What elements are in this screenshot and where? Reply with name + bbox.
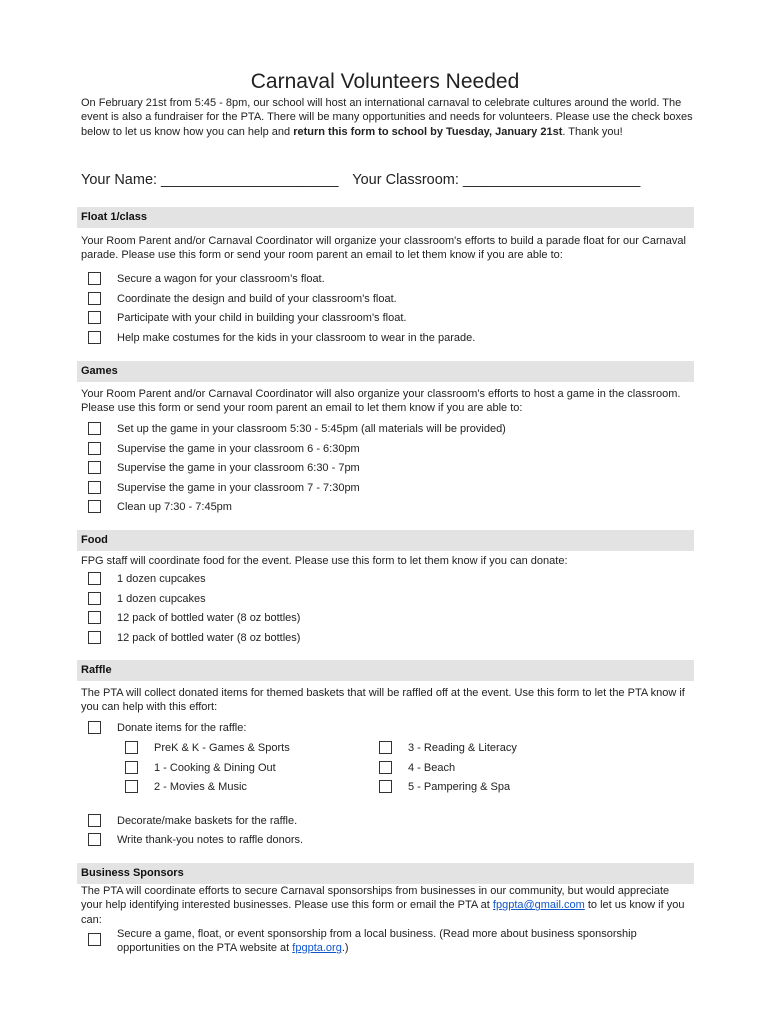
food-item-2-checkbox[interactable]: [88, 592, 101, 605]
raffle-theme-left-2-checkbox[interactable]: [125, 761, 138, 774]
float-description: Your Room Parent and/or Carnaval Coordinator will organize your classroom's efforts to build a parade float for our Carnaval parade. Please use this form or send your room parent an email to let them know if you are able to:: [81, 235, 686, 262]
float-section-header: [77, 207, 694, 228]
float-header-label: Float 1/class: [81, 211, 148, 223]
food-description: FPG staff will coordinate food for the event. Please use this form to let them know if you can donate:: [81, 555, 568, 567]
games-item-1-label: Set up the game in your classroom 5:30 - 5:45pm (all materials will be provided): [117, 423, 506, 435]
float-item-4-label: Help make costumes for the kids in your classroom to wear in the parade.: [117, 332, 476, 344]
games-item-3-label: Supervise the game in your classroom 6:30 - 7pm: [117, 462, 360, 474]
food-item-3-label: 12 pack of bottled water (8 oz bottles): [117, 612, 301, 624]
games-item-2-checkbox[interactable]: [88, 442, 101, 455]
food-item-3-checkbox[interactable]: [88, 611, 101, 624]
games-item-1-checkbox[interactable]: [88, 422, 101, 435]
food-item-4-label: 12 pack of bottled water (8 oz bottles): [117, 632, 301, 644]
raffle-section-header: [77, 660, 694, 681]
intro-text-1: On February 21st from 5:45 - 8pm, our school will host an international carnaval to celebrate cultures around the world. The event is also a fundraiser for the PTA. There will be many opportunities and needs for volunteers. Please use the check boxes below to let us know how you can help and: [81, 97, 693, 138]
raffle-theme-left-2-label: 1 - Cooking & Dining Out: [154, 762, 276, 774]
food-item-1-checkbox[interactable]: [88, 572, 101, 585]
sponsorship-label-end: .): [341, 942, 349, 955]
raffle-theme-left-3-checkbox[interactable]: [125, 780, 138, 793]
raffle-theme-right-1-checkbox[interactable]: [379, 741, 392, 754]
games-item-5-label: Clean up 7:30 - 7:45pm: [117, 501, 232, 513]
raffle-theme-left-1-label: PreK & K - Games & Sports: [154, 742, 290, 754]
sponsors-section-header: [77, 863, 694, 884]
games-header-label: Games: [81, 365, 118, 377]
your-classroom-field[interactable]: Your Classroom: ______________________: [352, 172, 641, 188]
sponsors-description: [81, 884, 693, 927]
raffle-theme-right-3-label: 5 - Pampering & Spa: [408, 781, 511, 793]
games-section-header: [77, 361, 694, 382]
raffle-header-label: Raffle: [81, 664, 112, 676]
raffle-description: The PTA will collect donated items for themed baskets that will be raffled off at the event. Use this form to let the PTA know if you can help with this effort:: [81, 687, 685, 714]
float-item-2-checkbox[interactable]: [88, 292, 101, 305]
games-description: Your Room Parent and/or Carnaval Coordinator will also organize your classroom's efforts to host a game in the classroom. Please use this form or send your room parent an email to let them know if you are able to:: [81, 388, 681, 415]
pta-website-link[interactable]: fpgpta.org: [292, 942, 342, 955]
float-item-3-checkbox[interactable]: [88, 311, 101, 324]
raffle-item-1-label: Decorate/make baskets for the raffle.: [117, 815, 298, 827]
food-item-2-label: 1 dozen cupcakes: [117, 593, 206, 605]
raffle-theme-right-1-label: 3 - Reading & Literacy: [408, 742, 517, 754]
float-item-1-checkbox[interactable]: [88, 272, 101, 285]
float-item-2-label: Coordinate the design and build of your classroom's float.: [117, 293, 397, 305]
float-item-3-label: Participate with your child in building your classroom's float.: [117, 312, 407, 324]
sponsorship-checkbox[interactable]: [88, 933, 101, 946]
page-title: Carnaval Volunteers Needed: [250, 70, 520, 93]
raffle-theme-right-2-label: 4 - Beach: [408, 762, 456, 774]
games-item-4-checkbox[interactable]: [88, 481, 101, 494]
sponsors-header-label: Business Sponsors: [81, 867, 184, 879]
sponsorship-item: [117, 927, 687, 956]
raffle-item-1-checkbox[interactable]: [88, 814, 101, 827]
raffle-item-2-label: Write thank-you notes to raffle donors.: [117, 834, 304, 846]
raffle-theme-left-3-label: 2 - Movies & Music: [154, 781, 247, 793]
pta-email-link[interactable]: fpgpta@gmail.com: [492, 899, 585, 912]
float-item-1-label: Secure a wagon for your classroom’s float.: [117, 273, 325, 285]
intro-paragraph: [81, 96, 693, 139]
raffle-item-2-checkbox[interactable]: [88, 833, 101, 846]
sponsors-desc-end: to let us know if you can:: [81, 899, 685, 926]
your-name-field[interactable]: Your Name: ______________________: [81, 172, 339, 188]
sponsorship-label: Secure a game, float, or event sponsorship from a local business. (Read more about business sponsorship opportunities on the PTA website at: [117, 928, 637, 955]
food-section-header: [77, 530, 694, 551]
raffle-theme-right-2-checkbox[interactable]: [379, 761, 392, 774]
food-header-label: Food: [81, 534, 108, 546]
sponsors-desc-text: The PTA will coordinate efforts to secure Carnaval sponsorships from businesses in our community, but would appreciate your help identifying interested businesses. Please use this form or email the PTA at: [81, 885, 670, 912]
raffle-donate-checkbox[interactable]: [88, 721, 101, 734]
intro-text-2: . Thank you!: [562, 125, 623, 138]
games-item-5-checkbox[interactable]: [88, 500, 101, 513]
food-item-1-label: 1 dozen cupcakes: [117, 573, 206, 585]
raffle-theme-right-3-checkbox[interactable]: [379, 780, 392, 793]
games-item-3-checkbox[interactable]: [88, 461, 101, 474]
name-classroom-row: [81, 172, 650, 188]
float-item-4-checkbox[interactable]: [88, 331, 101, 344]
raffle-donate-label: Donate items for the raffle:: [117, 722, 247, 734]
intro-deadline: return this form to school by Tuesday, January 21st: [293, 125, 563, 138]
games-item-2-label: Supervise the game in your classroom 6 - 6:30pm: [117, 443, 360, 455]
games-item-4-label: Supervise the game in your classroom 7 - 7:30pm: [117, 482, 360, 494]
raffle-theme-left-1-checkbox[interactable]: [125, 741, 138, 754]
food-item-4-checkbox[interactable]: [88, 631, 101, 644]
